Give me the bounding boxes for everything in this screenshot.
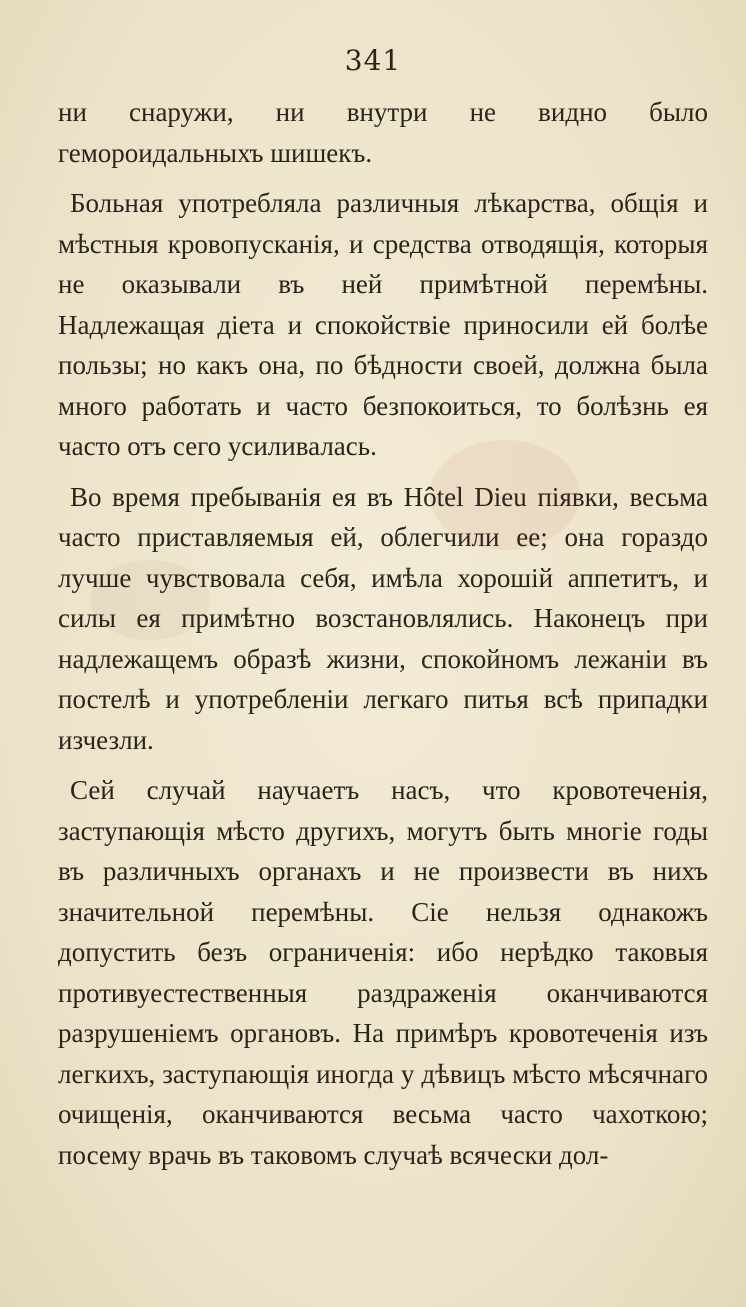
page-number: 341 <box>344 44 402 77</box>
paragraph: ни снаружи, ни внутри не видно было гемороидальныхъ шишекъ. <box>58 97 708 168</box>
paragraph: Сей случай научаетъ насъ, что кровотеченія, заступающія мѣсто другихъ, могутъ быть многіе годы въ различныхъ органахъ и не произвести въ нихъ значительной перемѣны. Сіе нельзя однакожъ допустить безъ ограниченія: ибо нерѣдко таковыя противуестественныя раздраженія оканчиваются разрушеніемъ органовъ. На примѣръ кровотеченія изъ легкихъ, заступающія иногда у дѣвицъ мѣсто мѣсячнаго очищенія, оканчиваются весьма часто чахоткою; посему врачь въ таковомъ случаѣ всячески дол- <box>58 775 708 1170</box>
body-text <box>58 92 708 1185</box>
paragraph: Во время пребыванія ея въ Hôtel Dieu піявки, весьма часто приставляемыя ей, облегчили ее; она гораздо лучше чувствовала себя, имѣла хорошій аппетитъ, и силы ея примѣтно возстановлялись. Наконецъ при надлежащемъ образѣ жизни, спокойномъ лежаніи въ постелѣ и употребленіи легкаго питья всѣ припадки изчезли. <box>58 481 708 755</box>
paragraph: Больная употребляла различныя лѣкарства, общія и мѣстныя кровопусканія, и средства отводящія, которыя не оказывали въ ней примѣтной перемѣны. Надлежащая діета и спокойствіе приносили ей болѣе пользы; но какъ она, по бѣдности своей, должна была много работать и часто безпокоиться, то болѣзнь ея часто отъ сего усиливалась. <box>58 188 708 461</box>
